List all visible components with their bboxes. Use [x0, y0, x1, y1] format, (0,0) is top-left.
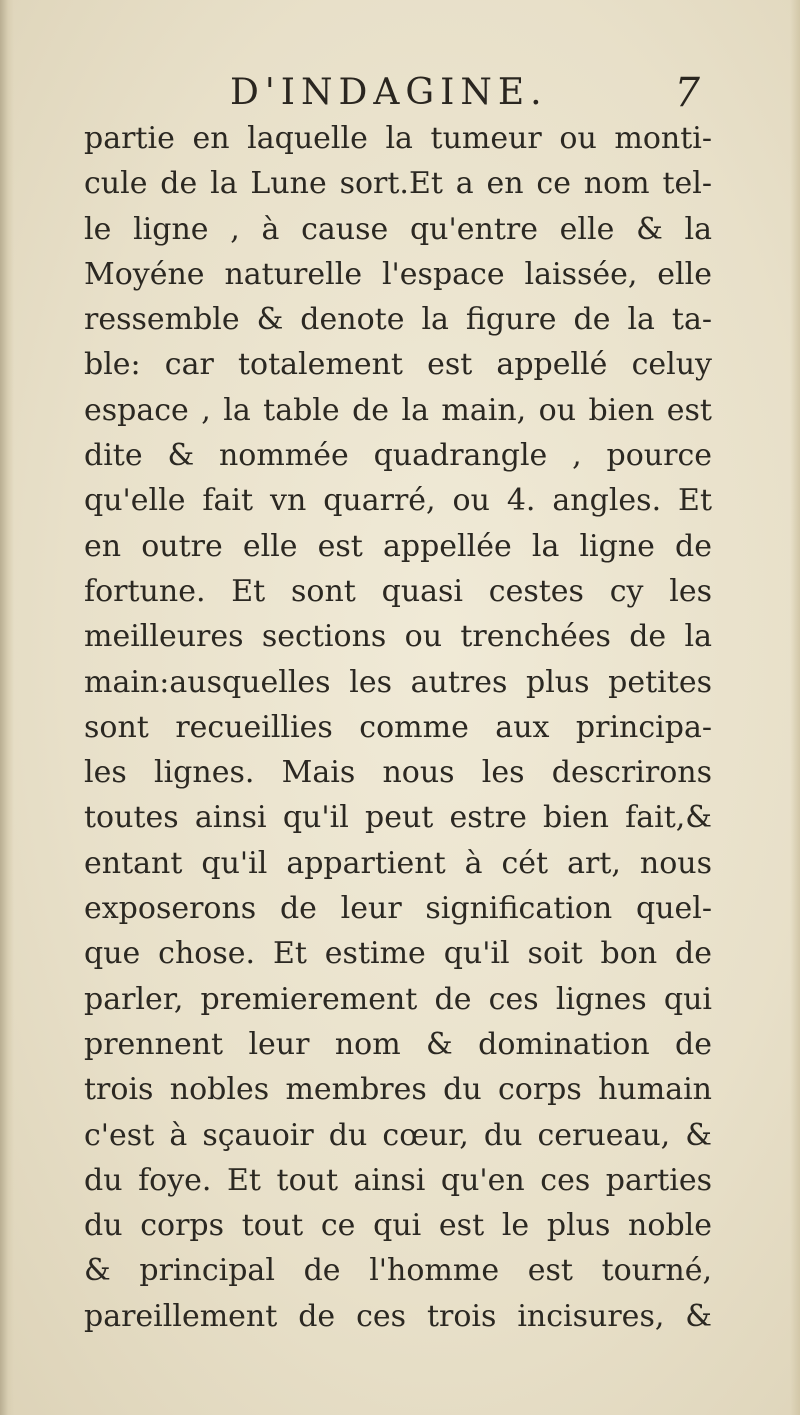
text-line: ble: car totalement est appellé celuy [84, 347, 712, 383]
text-line: le ligne , à cause qu'entre elle & la [84, 211, 712, 247]
text-line: dite & nommée quadrangle , pource [84, 438, 712, 474]
text-line: parler, premierement de ces lignes qui [84, 981, 712, 1017]
text-line: exposerons de leur signification quel- [84, 891, 712, 927]
text-line: Moyéne naturelle l'espace laissée, elle [84, 256, 712, 292]
text-line: en outre elle est appellée la ligne de [84, 528, 712, 564]
text-line: du foye. Et tout ainsi qu'en ces parties [84, 1162, 712, 1198]
running-head: D'INDAGINE. [230, 72, 548, 113]
text-line: ressemble & denote la figure de la ta- [84, 302, 712, 338]
text-line: entant qu'il appartient à cét art, nous [84, 845, 712, 881]
page-number: 7 [674, 70, 700, 116]
text-line: espace , la table de la main, ou bien est [84, 392, 712, 428]
text-line: sont recueillies comme aux principa- [84, 709, 712, 745]
page-edge-shadow [790, 0, 800, 1415]
body-text [84, 116, 712, 1339]
text-line: & principal de l'homme est tourné, [84, 1253, 712, 1289]
text-line: c'est à sçauoir du cœur, du cerueau, & [84, 1117, 712, 1153]
text-line: fortune. Et sont quasi cestes cy les [84, 573, 712, 609]
page-header [90, 70, 710, 120]
text-line: main:ausquelles les autres plus petites [84, 664, 712, 700]
text-line: partie en laquelle la tumeur ou monti- [84, 121, 712, 156]
text-line: du corps tout ce qui est le plus noble [84, 1208, 712, 1244]
text-line: que chose. Et estime qu'il soit bon de [84, 936, 712, 972]
text-line: toutes ainsi qu'il peut estre bien fait,& [84, 800, 712, 836]
text-line: cule de la Lune sort.Et a en ce nom tel- [84, 166, 712, 202]
page-gutter-shadow [0, 0, 14, 1415]
text-line: trois nobles membres du corps humain [84, 1072, 712, 1108]
text-line: meilleures sections ou trenchées de la [84, 619, 712, 655]
text-line: qu'elle fait vn quarré, ou 4. angles. Et [84, 483, 712, 519]
text-line: les lignes. Mais nous les descrirons [84, 755, 712, 791]
text-line: prennent leur nom & domination de [84, 1026, 712, 1062]
text-line: pareillement de ces trois incisures, & [84, 1298, 712, 1334]
